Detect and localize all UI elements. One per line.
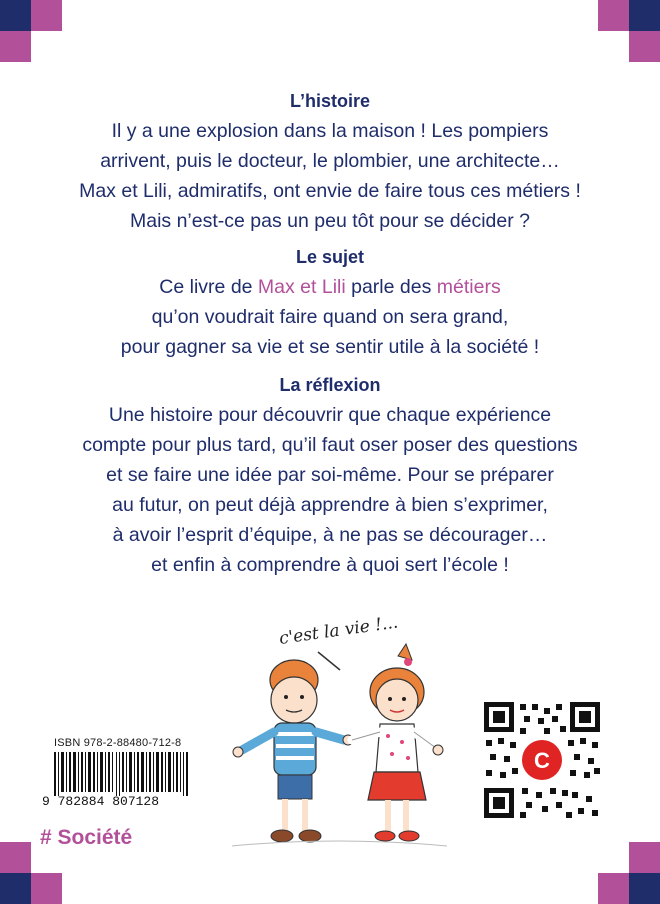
qr-logo-letter: C [534,748,550,773]
story-line: Max et Lili, admiratifs, ont envie de faire tous ces métiers ! [79,180,581,202]
speech-bubble-text: c'est la vie !... [277,612,400,649]
subject-line: qu’on voudrait faire quand on sera grand, [151,306,509,328]
subject-heading: Le sujet [295,247,365,267]
reflection-section [50,374,610,580]
story-text [50,116,610,236]
corner-decoration-bottom-left [0,842,62,904]
subject-text-part: Ce livre de [159,276,258,298]
category-tag: # Société [40,826,133,849]
lili-character [352,644,443,841]
highlight-max-et-lili: Max et Lili [257,276,346,298]
reflection-line: Une histoire pour découvrir que chaque expérience [108,404,552,426]
corner-decoration-top-left [0,0,62,62]
subject-text [50,272,610,362]
subject-line: pour gagner sa vie et se sentir utile à la société ! [120,336,540,358]
reflection-line: à avoir l’esprit d’équipe, à ne pas se décourager… [112,524,548,546]
story-line: arrivent, puis le docteur, le plombier, une architecte… [100,150,560,172]
highlight-metiers: métiers [436,276,501,298]
story-line: Il y a une explosion dans la maison ! Les pompiers [111,120,549,142]
reflection-heading: La réflexion [279,375,381,395]
qr-code [482,700,602,820]
reflection-line: et enfin à comprendre à quoi sert l’école ! [151,554,509,576]
reflection-line: et se faire une idée par soi-même. Pour se préparer [106,464,554,486]
story-line: Mais n’est-ce pas un peu tôt pour se décider ? [130,210,530,232]
isbn-barcode [42,737,200,809]
max-character [233,660,353,842]
reflection-line: compte pour plus tard, qu’il faut oser poser des questions [82,434,578,456]
story-heading: L’histoire [289,91,370,111]
reflection-line: au futur, on peut déjà apprendre à bien s’exprimer, [112,494,548,516]
corner-decoration-top-right [598,0,660,62]
barcode-bars [42,752,200,796]
isbn-label: ISBN 978-2-88480-712-8 [54,737,182,749]
max-et-lili-illustration [222,600,452,860]
story-section [50,90,610,236]
corner-decoration-bottom-right [598,842,660,904]
subject-text-part: parle des [345,276,437,298]
subject-section [50,246,610,362]
reflection-text [50,400,610,580]
barcode-number: 9 782884 807128 [42,794,160,809]
